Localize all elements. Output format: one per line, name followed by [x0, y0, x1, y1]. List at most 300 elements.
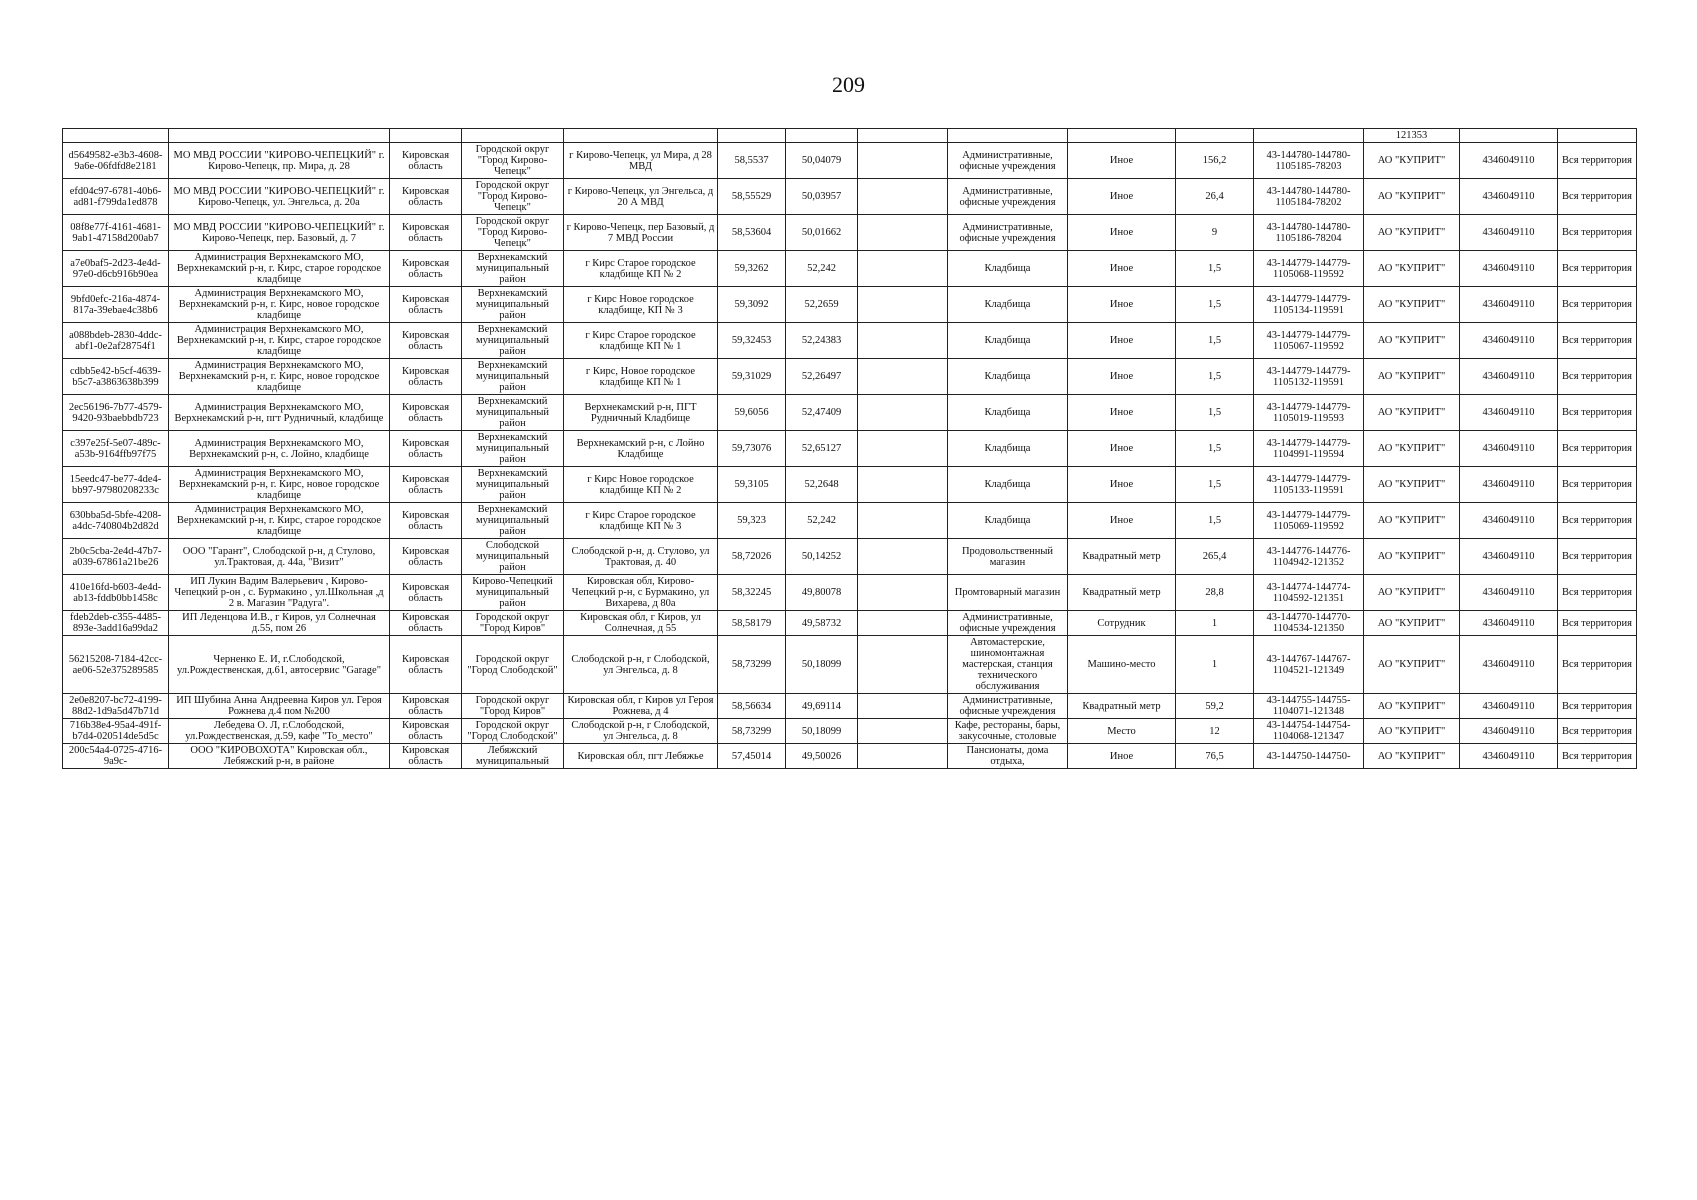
cell-blank — [858, 143, 948, 179]
cell-registry-number: 43-144779-144779-1104991-119594 — [1254, 431, 1364, 467]
cell-object-category: Административные, офисные учреждения — [948, 179, 1068, 215]
cell-municipality: Верхнекамский муниципальный район — [462, 359, 564, 395]
cell-address: г Кирс, Новое городское кладбище КП № 1 — [564, 359, 718, 395]
cell-unit: Машино-место — [1068, 636, 1176, 694]
cell-amount — [1176, 129, 1254, 143]
cell-municipality: Городской округ "Город Слободской" — [462, 719, 564, 744]
cell-row-id: 56215208-7184-42cc-ae06-52e375289585 — [63, 636, 169, 694]
cell-address: Слободской р-н, д. Стулово, ул Трактовая, д. 40 — [564, 539, 718, 575]
table-row — [63, 431, 1637, 467]
cell-object-category: Кладбища — [948, 395, 1068, 431]
cell-row-id: 716b38e4-95a4-491f-b7d4-020514de5d5c — [63, 719, 169, 744]
cell-unit: Иное — [1068, 395, 1176, 431]
cell-longitude: 52,24383 — [786, 323, 858, 359]
cell-unit: Иное — [1068, 503, 1176, 539]
cell-municipality: Городской округ "Город Кирово-Чепецк" — [462, 215, 564, 251]
cell-municipality: Городской округ "Город Киров" — [462, 611, 564, 636]
cell-object-category: Кладбища — [948, 503, 1068, 539]
cell-registry-number: 43-144780-144780-1105184-78202 — [1254, 179, 1364, 215]
cell-operator: АО "КУПРИТ" — [1364, 359, 1460, 395]
cell-amount: 9 — [1176, 215, 1254, 251]
cell-latitude: 58,5537 — [718, 143, 786, 179]
cell-longitude: 50,01662 — [786, 215, 858, 251]
cell-latitude: 58,32245 — [718, 575, 786, 611]
cell-zone: Вся территория — [1558, 539, 1637, 575]
cell-amount: 28,8 — [1176, 575, 1254, 611]
cell-region: Кировская область — [390, 636, 462, 694]
cell-object-category: Кладбища — [948, 323, 1068, 359]
cell-amount: 265,4 — [1176, 539, 1254, 575]
cell-region: Кировская область — [390, 359, 462, 395]
cell-amount: 1,5 — [1176, 431, 1254, 467]
cell-amount: 1,5 — [1176, 503, 1254, 539]
cell-row-id: cdbb5e42-b5cf-4639-b5c7-a3863638b399 — [63, 359, 169, 395]
cell-municipality: Городской округ "Город Кирово-Чепецк" — [462, 143, 564, 179]
cell-organization: ООО "КИРОВОХОТА" Кировская обл., Лебяжский р-н, в районе — [169, 744, 390, 769]
cell-municipality: Городской округ "Город Киров" — [462, 694, 564, 719]
cell-object-category: Административные, офисные учреждения — [948, 694, 1068, 719]
cell-address: г Кирово-Чепецк, пер Базовый, д 7 МВД России — [564, 215, 718, 251]
cell-region: Кировская область — [390, 431, 462, 467]
cell-registry-number: 43-144779-144779-1105132-119591 — [1254, 359, 1364, 395]
cell-inn: 4346049110 — [1460, 251, 1558, 287]
table-body — [63, 129, 1637, 769]
cell-blank — [858, 744, 948, 769]
cell-organization: МО МВД РОССИИ "КИРОВО-ЧЕПЕЦКИЙ" г. Кирово-Чепецк, пер. Базовый, д. 7 — [169, 215, 390, 251]
cell-longitude — [786, 129, 858, 143]
cell-address: Верхнекамский р-н, с Лойно Кладбище — [564, 431, 718, 467]
table-row — [63, 287, 1637, 323]
table-row — [63, 694, 1637, 719]
cell-row-id: a7e0baf5-2d23-4e4d-97e0-d6cb916b90ea — [63, 251, 169, 287]
cell-row-id: efd04c97-6781-40b6-ad81-f799da1ed878 — [63, 179, 169, 215]
cell-amount: 1,5 — [1176, 323, 1254, 359]
cell-object-category: Административные, офисные учреждения — [948, 143, 1068, 179]
cell-inn: 4346049110 — [1460, 143, 1558, 179]
cell-unit: Иное — [1068, 143, 1176, 179]
cell-registry-number: 43-144779-144779-1105133-119591 — [1254, 467, 1364, 503]
cell-blank — [858, 611, 948, 636]
cell-unit: Иное — [1068, 179, 1176, 215]
cell-region: Кировская область — [390, 215, 462, 251]
cell-organization: Черненко Е. И, г.Слободской, ул.Рождественская, д.61, автосервис "Garage" — [169, 636, 390, 694]
cell-object-category: Кладбища — [948, 431, 1068, 467]
cell-longitude: 50,03957 — [786, 179, 858, 215]
cell-object-category: Продовольственный магазин — [948, 539, 1068, 575]
cell-region — [390, 129, 462, 143]
cell-unit: Иное — [1068, 467, 1176, 503]
cell-operator: АО "КУПРИТ" — [1364, 287, 1460, 323]
cell-zone: Вся территория — [1558, 636, 1637, 694]
cell-address: г Кирово-Чепецк, ул Энгельса, д 20 А МВД — [564, 179, 718, 215]
cell-organization: ИП Леденцова И.В., г Киров, ул Солнечная д.55, пом 26 — [169, 611, 390, 636]
cell-organization: Администрация Верхнекамского МО, Верхнекамский р-н, с. Лойно, кладбище — [169, 431, 390, 467]
cell-unit: Иное — [1068, 431, 1176, 467]
cell-zone: Вся территория — [1558, 694, 1637, 719]
cell-latitude: 58,73299 — [718, 636, 786, 694]
cell-operator: АО "КУПРИТ" — [1364, 143, 1460, 179]
cell-amount: 1 — [1176, 636, 1254, 694]
cell-inn: 4346049110 — [1460, 744, 1558, 769]
cell-unit: Квадратный метр — [1068, 539, 1176, 575]
cell-longitude: 50,04079 — [786, 143, 858, 179]
cell-row-id — [63, 129, 169, 143]
cell-amount: 1,5 — [1176, 287, 1254, 323]
cell-municipality: Верхнекамский муниципальный район — [462, 395, 564, 431]
cell-operator: АО "КУПРИТ" — [1364, 694, 1460, 719]
cell-latitude: 58,53604 — [718, 215, 786, 251]
cell-object-category: Административные, офисные учреждения — [948, 215, 1068, 251]
cell-address — [564, 129, 718, 143]
cell-organization: Администрация Верхнекамского МО, Верхнекамский р-н, г. Кирс, новое городское кладбище — [169, 467, 390, 503]
cell-address: Кировская обл, Кирово-Чепецкий р-н, с Бурмакино, ул Вихарева, д 80а — [564, 575, 718, 611]
cell-unit — [1068, 129, 1176, 143]
cell-organization: Администрация Верхнекамского МО, Верхнекамский р-н, пгт Рудничный, кладбище — [169, 395, 390, 431]
registry-table — [62, 128, 1637, 769]
cell-blank — [858, 129, 948, 143]
cell-registry-number: 43-144750-144750- — [1254, 744, 1364, 769]
cell-unit: Квадратный метр — [1068, 575, 1176, 611]
cell-organization — [169, 129, 390, 143]
cell-address: Слободской р-н, г Слободской, ул Энгельса, д. 8 — [564, 636, 718, 694]
cell-blank — [858, 467, 948, 503]
table-row — [63, 575, 1637, 611]
cell-registry-number: 43-144755-144755-1104071-121348 — [1254, 694, 1364, 719]
cell-row-id: d5649582-e3b3-4608-9a6e-06fdfd8e2181 — [63, 143, 169, 179]
cell-blank — [858, 179, 948, 215]
cell-amount: 1,5 — [1176, 251, 1254, 287]
cell-row-id: 15eedc47-be77-4de4-bb97-97980208233c — [63, 467, 169, 503]
cell-row-id: 2b0c5cba-2e4d-47b7-a039-67861a21be26 — [63, 539, 169, 575]
cell-unit: Иное — [1068, 251, 1176, 287]
cell-zone: Вся территория — [1558, 179, 1637, 215]
cell-amount: 26,4 — [1176, 179, 1254, 215]
cell-object-category: Кладбища — [948, 467, 1068, 503]
cell-unit: Место — [1068, 719, 1176, 744]
cell-municipality: Верхнекамский муниципальный район — [462, 467, 564, 503]
cell-zone: Вся территория — [1558, 359, 1637, 395]
cell-region: Кировская область — [390, 251, 462, 287]
cell-row-id: 2ec56196-7b77-4579-9420-93baebbdb723 — [63, 395, 169, 431]
cell-operator: АО "КУПРИТ" — [1364, 395, 1460, 431]
cell-operator: АО "КУПРИТ" — [1364, 215, 1460, 251]
cell-blank — [858, 287, 948, 323]
cell-blank — [858, 719, 948, 744]
cell-operator: АО "КУПРИТ" — [1364, 431, 1460, 467]
cell-inn: 4346049110 — [1460, 467, 1558, 503]
cell-zone: Вся территория — [1558, 467, 1637, 503]
cell-operator: АО "КУПРИТ" — [1364, 539, 1460, 575]
cell-region: Кировская область — [390, 719, 462, 744]
cell-registry-number: 43-144779-144779-1105067-119592 — [1254, 323, 1364, 359]
cell-blank — [858, 215, 948, 251]
cell-row-id: 2e0e8207-bc72-4199-88d2-1d9a5d47b71d — [63, 694, 169, 719]
cell-organization: ООО "Гарант", Слободской р-н, д Стулово, ул.Трактовая, д. 44а, "Визит" — [169, 539, 390, 575]
cell-amount: 1 — [1176, 611, 1254, 636]
cell-unit: Иное — [1068, 287, 1176, 323]
cell-address: Слободской р-н, г Слободской, ул Энгельса, д. 8 — [564, 719, 718, 744]
table-row — [63, 359, 1637, 395]
cell-longitude: 52,47409 — [786, 395, 858, 431]
cell-blank — [858, 251, 948, 287]
cell-organization: ИП Лукин Вадим Валерьевич , Кирово-Чепецкий р-он , с. Бурмакино , ул.Школьная ,д 2 в. Магазин "Радуга". — [169, 575, 390, 611]
cell-latitude — [718, 129, 786, 143]
cell-registry-number: 43-144770-144770-1104534-121350 — [1254, 611, 1364, 636]
table-row — [63, 395, 1637, 431]
cell-longitude: 52,26497 — [786, 359, 858, 395]
cell-blank — [858, 539, 948, 575]
cell-zone: Вся территория — [1558, 143, 1637, 179]
cell-latitude: 58,72026 — [718, 539, 786, 575]
cell-latitude: 57,45014 — [718, 744, 786, 769]
cell-row-id: 08f8e77f-4161-4681-9ab1-47158d200ab7 — [63, 215, 169, 251]
cell-address: г Кирс Старое городское кладбище КП № 3 — [564, 503, 718, 539]
table-row — [63, 744, 1637, 769]
cell-blank — [858, 503, 948, 539]
cell-amount: 156,2 — [1176, 143, 1254, 179]
cell-inn: 4346049110 — [1460, 179, 1558, 215]
cell-unit: Иное — [1068, 359, 1176, 395]
cell-inn: 4346049110 — [1460, 503, 1558, 539]
cell-amount: 1,5 — [1176, 467, 1254, 503]
cell-zone: Вся территория — [1558, 719, 1637, 744]
cell-latitude: 58,56634 — [718, 694, 786, 719]
cell-registry-number: 43-144776-144776-1104942-121352 — [1254, 539, 1364, 575]
cell-latitude: 59,6056 — [718, 395, 786, 431]
cell-object-category: Кладбища — [948, 287, 1068, 323]
cell-latitude: 59,31029 — [718, 359, 786, 395]
table-row — [63, 719, 1637, 744]
cell-row-id: 9bfd0efc-216a-4874-817a-39ebae4c38b6 — [63, 287, 169, 323]
cell-longitude: 50,18099 — [786, 719, 858, 744]
cell-zone: Вся территория — [1558, 503, 1637, 539]
cell-longitude: 52,65127 — [786, 431, 858, 467]
cell-zone: Вся территория — [1558, 744, 1637, 769]
cell-region: Кировская область — [390, 744, 462, 769]
cell-inn: 4346049110 — [1460, 431, 1558, 467]
cell-operator: АО "КУПРИТ" — [1364, 719, 1460, 744]
cell-operator: АО "КУПРИТ" — [1364, 611, 1460, 636]
cell-latitude: 59,73076 — [718, 431, 786, 467]
cell-latitude: 59,3092 — [718, 287, 786, 323]
cell-inn — [1460, 129, 1558, 143]
cell-inn: 4346049110 — [1460, 215, 1558, 251]
cell-address: г Кирово-Чепецк, ул Мира, д 28 МВД — [564, 143, 718, 179]
cell-amount: 1,5 — [1176, 395, 1254, 431]
cell-registry-number: 43-144779-144779-1105068-119592 — [1254, 251, 1364, 287]
page-number: 209 — [832, 72, 865, 97]
cell-latitude: 59,3105 — [718, 467, 786, 503]
cell-blank — [858, 636, 948, 694]
cell-operator: АО "КУПРИТ" — [1364, 467, 1460, 503]
cell-municipality: Верхнекамский муниципальный район — [462, 503, 564, 539]
cell-registry-number: 43-144780-144780-1105186-78204 — [1254, 215, 1364, 251]
cell-region: Кировская область — [390, 575, 462, 611]
cell-amount: 59,2 — [1176, 694, 1254, 719]
cell-object-category — [948, 129, 1068, 143]
cell-registry-number: 43-144767-144767-1104521-121349 — [1254, 636, 1364, 694]
cell-municipality: Лебяжский муниципальный — [462, 744, 564, 769]
cell-object-category: Кладбища — [948, 251, 1068, 287]
cell-region: Кировская область — [390, 611, 462, 636]
cell-municipality: Верхнекамский муниципальный район — [462, 251, 564, 287]
cell-inn: 4346049110 — [1460, 323, 1558, 359]
table-row — [63, 251, 1637, 287]
cell-inn: 4346049110 — [1460, 359, 1558, 395]
cell-operator: 121353 — [1364, 129, 1460, 143]
cell-region: Кировская область — [390, 143, 462, 179]
table-row — [63, 636, 1637, 694]
table-row — [63, 503, 1637, 539]
cell-row-id: fdeb2deb-c355-4485-893e-3add16a99da2 — [63, 611, 169, 636]
cell-unit: Иное — [1068, 744, 1176, 769]
cell-inn: 4346049110 — [1460, 575, 1558, 611]
cell-organization: Администрация Верхнекамского МО, Верхнекамский р-н, г. Кирс, новое городское кладбище — [169, 287, 390, 323]
cell-object-category: Промтоварный магазин — [948, 575, 1068, 611]
cell-registry-number: 43-144780-144780-1105185-78203 — [1254, 143, 1364, 179]
cell-municipality — [462, 129, 564, 143]
table-row — [63, 179, 1637, 215]
cell-object-category: Кафе, рестораны, бары, закусочные, столовые — [948, 719, 1068, 744]
registry-table-container — [62, 128, 1636, 769]
cell-amount: 1,5 — [1176, 359, 1254, 395]
cell-operator: АО "КУПРИТ" — [1364, 636, 1460, 694]
cell-organization: Лебедева О. Л, г.Слободской, ул.Рождественская, д.59, кафе "То_место" — [169, 719, 390, 744]
cell-region: Кировская область — [390, 503, 462, 539]
cell-municipality: Городской округ "Город Слободской" — [462, 636, 564, 694]
cell-zone — [1558, 129, 1637, 143]
cell-blank — [858, 395, 948, 431]
cell-address: г Кирс Старое городское кладбище КП № 2 — [564, 251, 718, 287]
cell-longitude: 49,69114 — [786, 694, 858, 719]
cell-address: г Кирс Новое городское кладбище КП № 2 — [564, 467, 718, 503]
table-row-stub — [63, 129, 1637, 143]
cell-zone: Вся территория — [1558, 611, 1637, 636]
cell-longitude: 50,14252 — [786, 539, 858, 575]
cell-zone: Вся территория — [1558, 431, 1637, 467]
cell-region: Кировская область — [390, 395, 462, 431]
cell-organization: МО МВД РОССИИ "КИРОВО-ЧЕПЕЦКИЙ" г. Кирово-Чепецк, ул. Энгельса, д. 20а — [169, 179, 390, 215]
cell-municipality: Кирово-Чепецкий муниципальный район — [462, 575, 564, 611]
cell-municipality: Верхнекамский муниципальный район — [462, 431, 564, 467]
table-row — [63, 539, 1637, 575]
cell-zone: Вся территория — [1558, 251, 1637, 287]
cell-longitude: 52,2648 — [786, 467, 858, 503]
cell-zone: Вся территория — [1558, 575, 1637, 611]
cell-organization: Администрация Верхнекамского МО, Верхнекамский р-н, г. Кирс, старое городское кладбище — [169, 251, 390, 287]
cell-address: Кировская обл, г Киров ул Героя Рожнева, д 4 — [564, 694, 718, 719]
cell-inn: 4346049110 — [1460, 636, 1558, 694]
cell-latitude: 58,58179 — [718, 611, 786, 636]
cell-longitude: 52,2659 — [786, 287, 858, 323]
cell-zone: Вся территория — [1558, 395, 1637, 431]
cell-unit: Иное — [1068, 215, 1176, 251]
cell-municipality: Верхнекамский муниципальный район — [462, 287, 564, 323]
cell-address: г Кирс Старое городское кладбище КП № 1 — [564, 323, 718, 359]
cell-amount: 12 — [1176, 719, 1254, 744]
cell-zone: Вся территория — [1558, 323, 1637, 359]
table-row — [63, 467, 1637, 503]
cell-region: Кировская область — [390, 287, 462, 323]
cell-row-id: 200c54a4-0725-4716-9a9c- — [63, 744, 169, 769]
cell-unit: Квадратный метр — [1068, 694, 1176, 719]
cell-longitude: 49,58732 — [786, 611, 858, 636]
cell-amount: 76,5 — [1176, 744, 1254, 769]
cell-row-id: a088bdeb-2830-4ddc-abf1-0e2af28754f1 — [63, 323, 169, 359]
cell-region: Кировская область — [390, 694, 462, 719]
cell-registry-number: 43-144774-144774-1104592-121351 — [1254, 575, 1364, 611]
cell-blank — [858, 431, 948, 467]
cell-organization: МО МВД РОССИИ "КИРОВО-ЧЕПЕЦКИЙ" г. Кирово-Чепецк, пр. Мира, д. 28 — [169, 143, 390, 179]
cell-address: Верхнекамский р-н, ПГТ Рудничный Кладбище — [564, 395, 718, 431]
cell-blank — [858, 359, 948, 395]
cell-inn: 4346049110 — [1460, 539, 1558, 575]
cell-longitude: 50,18099 — [786, 636, 858, 694]
cell-object-category: Автомастерские, шиномонтажная мастерская, станция технического обслуживания — [948, 636, 1068, 694]
cell-operator: АО "КУПРИТ" — [1364, 323, 1460, 359]
cell-row-id: 630bba5d-5bfe-4208-a4dc-740804b2d82d — [63, 503, 169, 539]
cell-region: Кировская область — [390, 467, 462, 503]
cell-operator: АО "КУПРИТ" — [1364, 503, 1460, 539]
cell-object-category: Административные, офисные учреждения — [948, 611, 1068, 636]
cell-latitude: 59,3262 — [718, 251, 786, 287]
cell-unit: Сотрудник — [1068, 611, 1176, 636]
cell-address: Кировская обл, пгт Лебяжье — [564, 744, 718, 769]
cell-longitude: 49,80078 — [786, 575, 858, 611]
cell-row-id: c397e25f-5e07-489c-a53b-9164ffb97f75 — [63, 431, 169, 467]
cell-organization: Администрация Верхнекамского МО, Верхнекамский р-н, г. Кирс, новое городское кладбище — [169, 359, 390, 395]
cell-operator: АО "КУПРИТ" — [1364, 179, 1460, 215]
cell-row-id: 410e16fd-b603-4e4d-ab13-fddb0bb1458c — [63, 575, 169, 611]
cell-inn: 4346049110 — [1460, 395, 1558, 431]
cell-blank — [858, 323, 948, 359]
cell-municipality: Слободской муниципальный район — [462, 539, 564, 575]
cell-address: г Кирс Новое городское кладбище, КП № 3 — [564, 287, 718, 323]
cell-longitude: 52,242 — [786, 503, 858, 539]
table-row — [63, 215, 1637, 251]
cell-object-category: Кладбища — [948, 359, 1068, 395]
cell-longitude: 49,50026 — [786, 744, 858, 769]
cell-operator: АО "КУПРИТ" — [1364, 744, 1460, 769]
cell-latitude: 58,55529 — [718, 179, 786, 215]
cell-municipality: Верхнекамский муниципальный район — [462, 323, 564, 359]
table-row — [63, 611, 1637, 636]
cell-inn: 4346049110 — [1460, 611, 1558, 636]
table-row — [63, 143, 1637, 179]
cell-inn: 4346049110 — [1460, 287, 1558, 323]
cell-latitude: 59,323 — [718, 503, 786, 539]
cell-registry-number — [1254, 129, 1364, 143]
cell-organization: Администрация Верхнекамского МО, Верхнекамский р-н, г. Кирс, старое городское кладбище — [169, 503, 390, 539]
cell-registry-number: 43-144779-144779-1105019-119593 — [1254, 395, 1364, 431]
table-row — [63, 323, 1637, 359]
cell-operator: АО "КУПРИТ" — [1364, 251, 1460, 287]
cell-latitude: 59,32453 — [718, 323, 786, 359]
cell-region: Кировская область — [390, 323, 462, 359]
cell-blank — [858, 575, 948, 611]
cell-registry-number: 43-144754-144754-1104068-121347 — [1254, 719, 1364, 744]
cell-region: Кировская область — [390, 539, 462, 575]
cell-organization: Администрация Верхнекамского МО, Верхнекамский р-н, г. Кирс, старое городское кладбище — [169, 323, 390, 359]
cell-blank — [858, 694, 948, 719]
cell-registry-number: 43-144779-144779-1105134-119591 — [1254, 287, 1364, 323]
cell-operator: АО "КУПРИТ" — [1364, 575, 1460, 611]
cell-object-category: Пансионаты, дома отдыха, — [948, 744, 1068, 769]
cell-latitude: 58,73299 — [718, 719, 786, 744]
cell-organization: ИП Шубина Анна Андреевна Киров ул. Героя Рожнева д.4 пом №200 — [169, 694, 390, 719]
cell-longitude: 52,242 — [786, 251, 858, 287]
cell-region: Кировская область — [390, 179, 462, 215]
